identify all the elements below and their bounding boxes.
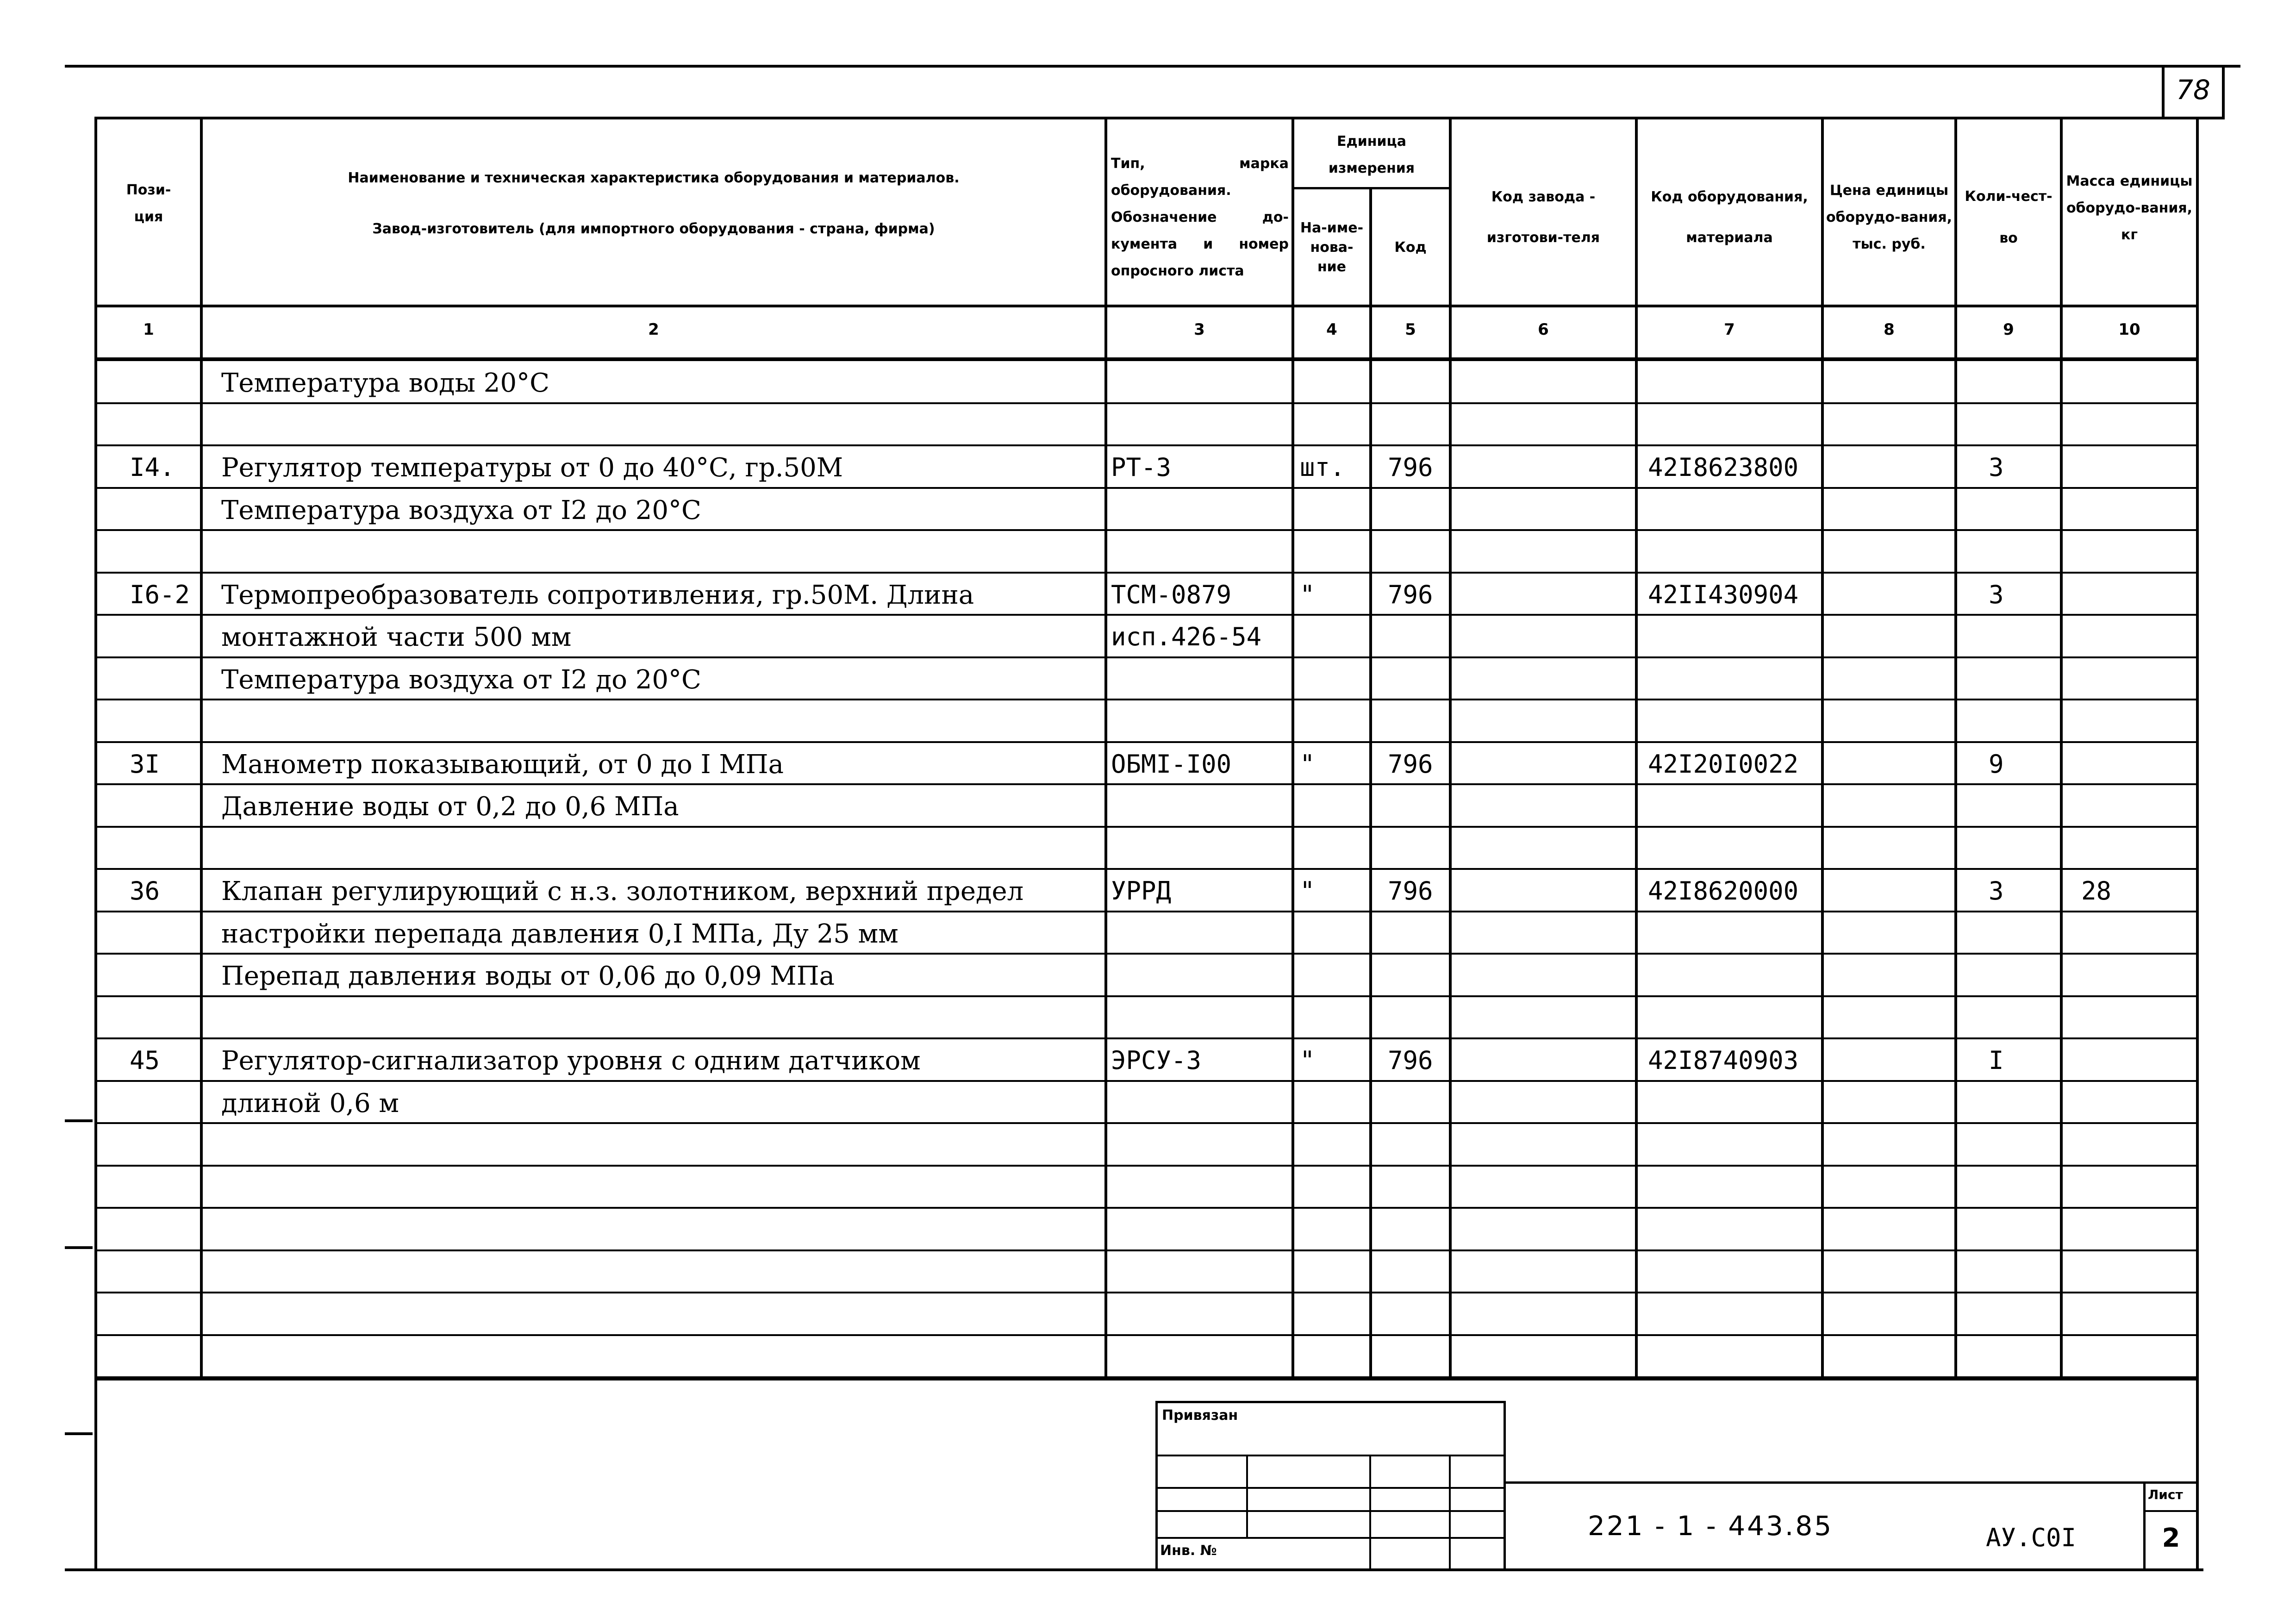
cell-name: монтажной части 500 мм xyxy=(221,622,572,652)
left-tick-2 xyxy=(65,1246,93,1249)
cell-equipment-code: 42II430904 xyxy=(1648,580,1799,609)
stamp-row-4 xyxy=(1155,1537,1505,1539)
page-number: 78 xyxy=(2176,74,2210,106)
header-equipment-code: Код оборудования, материала xyxy=(1651,189,1808,246)
col-divider-8 xyxy=(1954,117,1957,1380)
stamp-col-2 xyxy=(1369,1455,1371,1570)
cell-quantity: I xyxy=(1989,1046,2004,1075)
cell-unit-name: " xyxy=(1300,876,1315,906)
unit-group-divider xyxy=(1292,187,1452,189)
stamp-title-top xyxy=(1505,1481,2199,1484)
cell-type: ОБМI-I00 xyxy=(1111,750,1232,779)
stamp-col-1 xyxy=(1246,1455,1248,1538)
sheet-code: АУ.С0I xyxy=(1986,1523,2077,1552)
col-number-7: 7 xyxy=(1724,320,1735,339)
row-rule xyxy=(94,953,2199,955)
col-divider-3 xyxy=(1292,117,1294,1380)
header-name-line2: Завод-изготовитель (для импортного оборудования - страна, фирма) xyxy=(372,221,935,237)
stamp-row-1 xyxy=(1155,1455,1505,1456)
stamp-inv-label: Инв. № xyxy=(1160,1543,1217,1559)
cell-equipment-code: 42I8623800 xyxy=(1648,453,1799,482)
col-divider-1 xyxy=(200,117,203,1380)
cell-name: длиной 0,6 м xyxy=(221,1088,399,1118)
sheet-box-divider xyxy=(2143,1510,2199,1512)
col-number-5: 5 xyxy=(1405,320,1416,339)
row-rule xyxy=(94,1249,2199,1251)
col-number-6: 6 xyxy=(1538,320,1549,339)
cell-name: Давление воды от 0,2 до 0,6 МПа xyxy=(221,792,679,822)
row-rule xyxy=(94,741,2199,743)
cell-quantity: 3 xyxy=(1989,580,2004,609)
cell-unit-name: " xyxy=(1300,1046,1315,1075)
row-rule xyxy=(94,1334,2199,1336)
header-mass: Масса единицы оборудо-вания, кг xyxy=(2066,173,2193,243)
sheet-label: Лист xyxy=(2148,1487,2183,1502)
stamp-col-3 xyxy=(1449,1455,1451,1570)
cell-name: Термопреобразователь сопротивления, гр.50М. Длина xyxy=(221,580,974,610)
cell-quantity: 3 xyxy=(1989,453,2004,482)
cell-name: Клапан регулирующий с н.з. золотником, верхний предел xyxy=(221,876,1024,906)
top-rule xyxy=(65,65,2240,68)
cell-position: 36 xyxy=(130,876,160,906)
row-rule xyxy=(94,572,2199,574)
row-rule xyxy=(94,826,2199,828)
cell-name: настройки перепада давления 0,I МПа, Ду 25 мм xyxy=(221,919,898,949)
stamp-tied-right xyxy=(1504,1401,1506,1570)
header-name-line1: Наименование и техническая характеристика оборудования и материалов. xyxy=(348,170,960,186)
row-rule xyxy=(94,783,2199,785)
cell-unit-name: " xyxy=(1300,750,1315,779)
col-number-4: 4 xyxy=(1326,320,1337,339)
cell-type: ЭРСУ-3 xyxy=(1111,1046,1202,1075)
header-unit-code: Код xyxy=(1394,239,1427,256)
cell-position: I6-2 xyxy=(130,580,190,609)
page-number-box-right xyxy=(2222,65,2225,119)
col-divider-9 xyxy=(2060,117,2063,1380)
header-position: Пози- ция xyxy=(126,182,171,225)
cell-quantity: 9 xyxy=(1989,750,2004,779)
cell-type: РТ-3 xyxy=(1111,453,1172,482)
cell-type: ТСМ-0879 xyxy=(1111,580,1232,609)
col-number-1: 1 xyxy=(143,320,154,339)
col-number-2: 2 xyxy=(648,320,659,339)
header-type: Тип, марка оборудования. Обозначение до-кумента и номер опросного листа xyxy=(1111,156,1289,279)
row-rule xyxy=(94,1122,2199,1124)
row-rule xyxy=(94,402,2199,404)
cell-name: Регулятор-сигнализатор уровня с одним датчиком xyxy=(221,1046,921,1076)
row-rule xyxy=(94,868,2199,870)
col-divider-2 xyxy=(1104,117,1107,1380)
cell-unit-name: шт. xyxy=(1300,453,1345,482)
row-rule xyxy=(94,1292,2199,1293)
cell-position: 45 xyxy=(130,1046,160,1075)
row-rule xyxy=(94,995,2199,997)
left-tick-1 xyxy=(65,1119,93,1122)
bottom-rule xyxy=(65,1568,2203,1571)
cell-mass: 28 xyxy=(2081,876,2112,906)
row-rule xyxy=(94,1037,2199,1039)
table-right xyxy=(2196,117,2199,1570)
stamp-row-2 xyxy=(1155,1487,1505,1489)
row-rule xyxy=(94,1207,2199,1209)
col-divider-5 xyxy=(1449,117,1452,1380)
cell-equipment-code: 42I20I0022 xyxy=(1648,750,1799,779)
row-rule xyxy=(94,487,2199,489)
row-rule xyxy=(94,1376,2199,1378)
row-rule xyxy=(94,1165,2199,1167)
cell-equipment-code: 42I8740903 xyxy=(1648,1046,1799,1075)
row-rule xyxy=(94,699,2199,700)
col-number-9: 9 xyxy=(2003,320,2014,339)
cell-name: Температура воздуха от I2 до 20°С xyxy=(221,495,701,525)
stamp-tied-label: Привязан xyxy=(1162,1407,1238,1424)
left-tick-3 xyxy=(65,1432,93,1435)
cell-name: Регулятор температуры от 0 до 40°С, гр.50М xyxy=(221,453,843,483)
col-divider-6 xyxy=(1635,117,1638,1380)
header-quantity: Коли-чест-во xyxy=(1965,188,2053,246)
cell-equipment-code: 42I8620000 xyxy=(1648,876,1799,906)
col-number-10: 10 xyxy=(2118,320,2140,339)
header-plant-code: Код завода - изготови-теля xyxy=(1486,189,1600,246)
header-price: Цена единицы оборудо-вания, тыс. руб. xyxy=(1826,182,1953,252)
stamp-tied-top xyxy=(1155,1401,1505,1403)
header-unit-group: Единица измерения xyxy=(1328,133,1415,176)
cell-unit-code: 796 xyxy=(1388,1046,1433,1075)
cell-position: I4. xyxy=(130,453,175,482)
cell-name: Температура воды 20°С xyxy=(221,368,549,398)
cell-name: Температура воздуха от I2 до 20°С xyxy=(221,665,701,695)
col-divider-7 xyxy=(1821,117,1824,1380)
column-numbers-bottom xyxy=(94,357,2199,361)
document-code: 221 - 1 - 443.85 xyxy=(1588,1510,1834,1542)
col-number-3: 3 xyxy=(1194,320,1205,339)
sheet-box-left xyxy=(2143,1481,2146,1570)
col-number-8: 8 xyxy=(1884,320,1895,339)
cell-type: УРРД xyxy=(1111,876,1172,906)
cell-unit-code: 796 xyxy=(1388,876,1433,906)
header-bottom xyxy=(94,305,2199,307)
row-rule xyxy=(94,444,2199,446)
cell-name: Манометр показывающий, от 0 до I МПа xyxy=(221,750,784,780)
stamp-row-3 xyxy=(1155,1510,1505,1512)
row-rule xyxy=(94,529,2199,531)
cell-unit-name: " xyxy=(1300,580,1315,609)
row-rule xyxy=(94,614,2199,616)
row-rule xyxy=(94,656,2199,658)
cell-position: 3I xyxy=(130,750,160,779)
stamp-tied-left xyxy=(1155,1401,1158,1570)
cell-unit-code: 796 xyxy=(1388,580,1433,609)
cell-unit-code: 796 xyxy=(1388,453,1433,482)
header-unit-name: На-име-нова-ние xyxy=(1300,220,1364,275)
cell-type: исп.426-54 xyxy=(1111,622,1262,651)
table-top xyxy=(94,117,2196,119)
row-rule xyxy=(94,1080,2199,1082)
cell-quantity: 3 xyxy=(1989,876,2004,906)
row-rule xyxy=(94,911,2199,912)
cell-unit-code: 796 xyxy=(1388,750,1433,779)
sheet-number: 2 xyxy=(2162,1523,2180,1553)
cell-name: Перепад давления воды от 0,06 до 0,09 МПа xyxy=(221,961,835,991)
